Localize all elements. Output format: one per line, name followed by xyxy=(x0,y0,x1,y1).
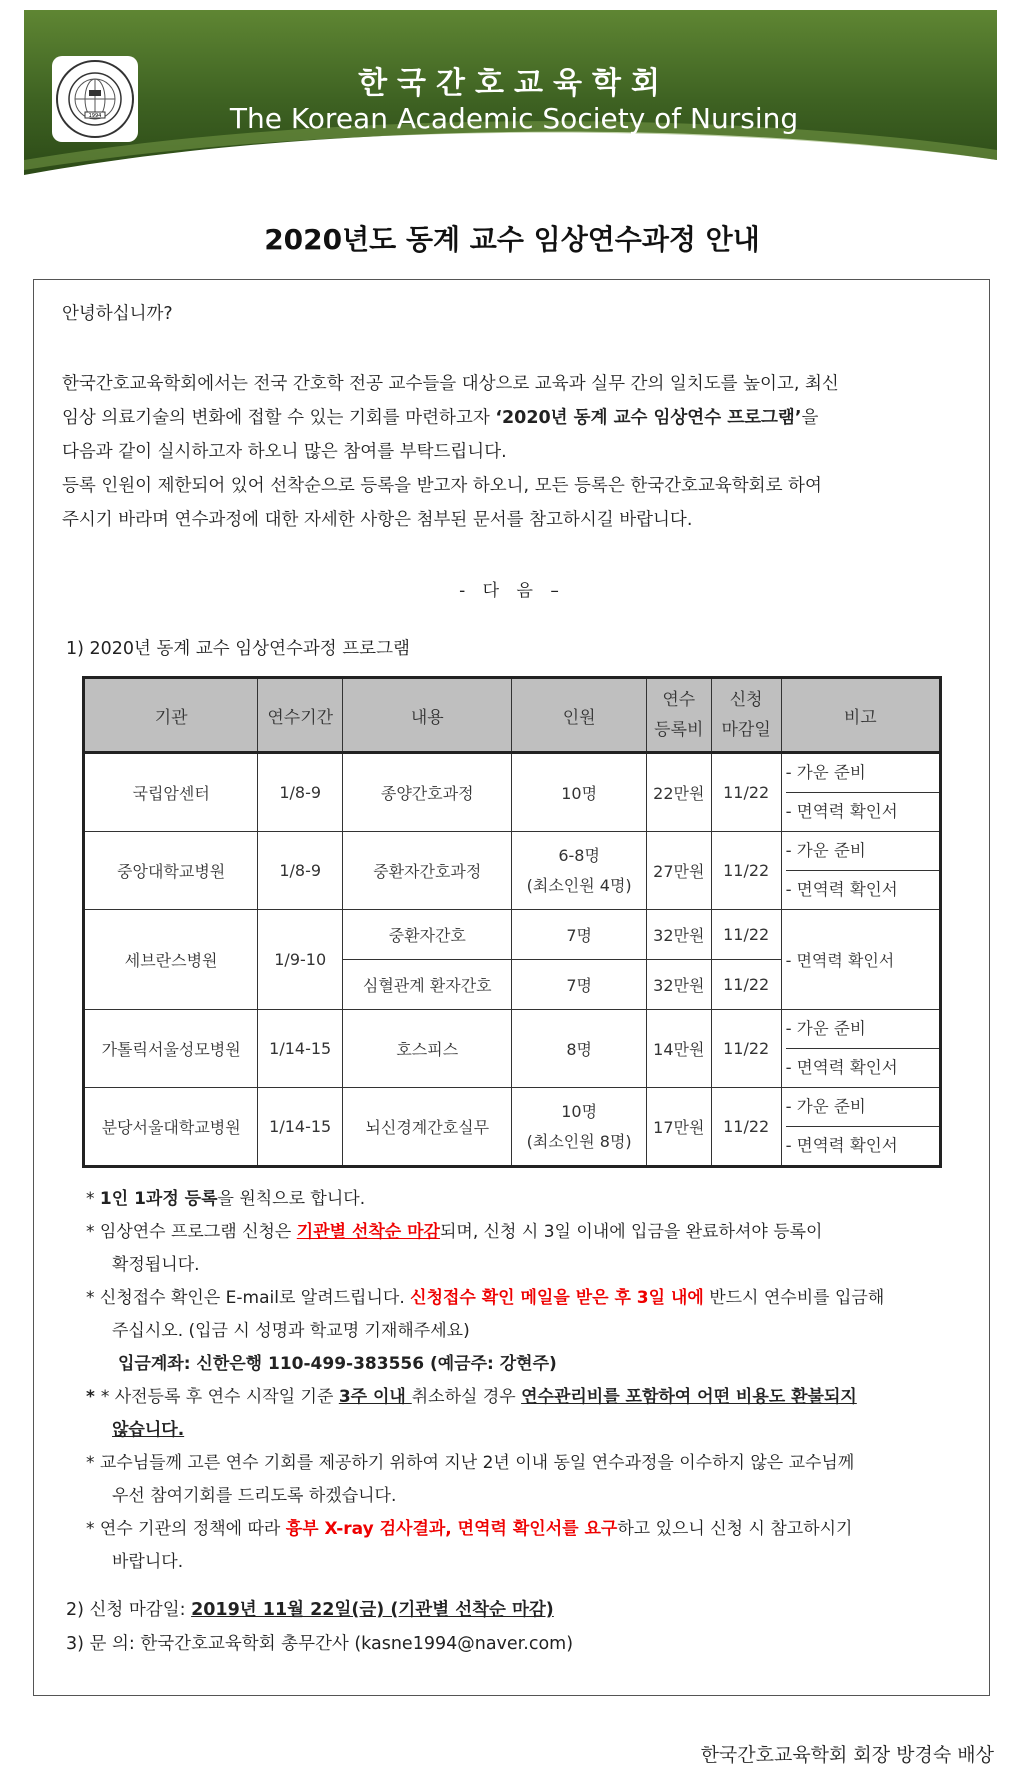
cell-fee: 22만원 xyxy=(646,753,711,832)
note-item-cont: 주십시오. (입금 시 성명과 학교명 기재해주세요) xyxy=(112,1321,470,1341)
cell-personnel: 6-8명 (최소인원 4명) xyxy=(512,832,646,910)
cell-period: 1/14-15 xyxy=(258,1010,343,1088)
cell-personnel: 7명 xyxy=(512,910,646,960)
cell-deadline: 11/22 xyxy=(711,960,781,1010)
cell-institution: 분당서울대학교병원 xyxy=(84,1088,258,1167)
section-3-contact: 3) 문 의: 한국간호교육학회 총무간사 (kasne1994@naver.com) xyxy=(66,1634,574,1654)
program-table xyxy=(82,676,942,1168)
notes-list xyxy=(86,1183,966,1579)
header-institution: 기관 xyxy=(84,678,258,753)
note-item: * 교수님들께 고른 연수 기회를 제공하기 위하여 지난 2년 이내 동일 연수과정을 이수하지 않은 교수님께 xyxy=(86,1453,855,1473)
note-item-cont: 우선 참여기회를 드리도록 하겠습니다. xyxy=(112,1486,397,1506)
cell-personnel: 10명 xyxy=(512,753,646,832)
cell-period: 1/8-9 xyxy=(258,832,343,910)
note-item-cont: 않습니다. xyxy=(112,1420,185,1440)
intro-line-5: 주시기 바라며 연수과정에 대한 자세한 사항은 첨부된 문서를 참고하시길 바랍니다. xyxy=(62,510,693,530)
cell-institution: 국립암센터 xyxy=(84,753,258,832)
cell-deadline: 11/22 xyxy=(711,1088,781,1167)
cell-note: - 가운 준비 - 면역력 확인서 xyxy=(781,1088,940,1167)
cell-fee: 27만원 xyxy=(646,832,711,910)
cell-fee: 32만원 xyxy=(646,910,711,960)
cell-content: 심혈관계 환자간호 xyxy=(343,960,512,1010)
cell-fee: 17만원 xyxy=(646,1088,711,1167)
intro-paragraph xyxy=(62,367,839,537)
section-2 xyxy=(66,1593,554,1627)
cell-deadline: 11/22 xyxy=(711,1010,781,1088)
cell-deadline: 11/22 xyxy=(711,832,781,910)
note-item: * * 사전등록 후 연수 시작일 기준 3주 이내 취소하실 경우 연수관리비를 포함하여 어떤 비용도 환불되지 xyxy=(86,1387,857,1407)
note-item-cont: 확정됩니다. xyxy=(112,1255,200,1275)
intro-line-1: 한국간호교육학회에서는 전국 간호학 전공 교수들을 대상으로 교육과 실무 간의 일치도를 높이고, 최신 xyxy=(62,374,839,394)
cell-personnel: 8명 xyxy=(512,1010,646,1088)
table-row xyxy=(84,1088,941,1167)
greeting: 안녕하십니까? xyxy=(62,304,173,324)
table-row xyxy=(84,910,941,960)
deadline-value: 2019년 11월 22일(금) (기관별 선착순 마감) xyxy=(191,1600,554,1620)
cell-period: 1/9-10 xyxy=(258,910,343,1010)
document-title: 2020년도 동계 교수 임상연수과정 안내 xyxy=(264,223,760,256)
header-personnel: 인원 xyxy=(512,678,646,753)
table-row xyxy=(84,753,941,832)
header-content: 내용 xyxy=(343,678,512,753)
deadline-label: 2) 신청 마감일: xyxy=(66,1600,192,1620)
note-item: * 1인 1과정 등록을 원칙으로 합니다. xyxy=(86,1189,366,1209)
header-banner xyxy=(24,10,997,178)
cell-deadline: 11/22 xyxy=(711,910,781,960)
cell-institution: 세브란스병원 xyxy=(84,910,258,1010)
table-row xyxy=(84,832,941,910)
org-name-english: The Korean Academic Society of Nursing Education xyxy=(229,102,799,168)
cell-period: 1/8-9 xyxy=(258,753,343,832)
cell-content: 뇌신경계간호실무 xyxy=(343,1088,512,1167)
note-item: * 연수 기관의 정책에 따라 흉부 X-ray 검사결과, 면역력 확인서를 요구하고 있으니 신청 시 참고하시기 xyxy=(86,1519,853,1539)
cell-note: - 가운 준비 - 면역력 확인서 xyxy=(781,832,940,910)
note-item-cont: 바랍니다. xyxy=(112,1552,184,1572)
intro-line-3: 다음과 같이 실시하고자 하오니 많은 참여를 부탁드립니다. xyxy=(62,442,507,462)
cell-content: 호스피스 xyxy=(343,1010,512,1088)
section-1-title: 1) 2020년 동계 교수 임상연수과정 프로그램 xyxy=(66,639,410,659)
table-header-row xyxy=(84,678,941,753)
cell-fee: 32만원 xyxy=(646,960,711,1010)
cell-content: 중환자간호과정 xyxy=(343,832,512,910)
intro-line-4: 등록 인원이 제한되어 있어 선착순으로 등록을 받고자 하오니, 모든 등록은 한국간호교육학회로 하여 xyxy=(62,476,822,496)
cell-content: 중환자간호 xyxy=(343,910,512,960)
society-logo xyxy=(52,56,138,142)
cell-institution: 중앙대학교병원 xyxy=(84,832,258,910)
cell-institution: 가톨릭서울성모병원 xyxy=(84,1010,258,1088)
separator: - 다 음 – xyxy=(459,581,565,601)
cell-fee: 14만원 xyxy=(646,1010,711,1088)
cell-note: - 가운 준비 - 면역력 확인서 xyxy=(781,1010,940,1088)
cell-deadline: 11/22 xyxy=(711,753,781,832)
org-name-korean: 한국간호교육학회 xyxy=(358,66,670,101)
header-deadline: 신청 마감일 xyxy=(711,678,781,753)
cell-personnel: 7명 xyxy=(512,960,646,1010)
header-fee: 연수 등록비 xyxy=(646,678,711,753)
cell-content: 종양간호과정 xyxy=(343,753,512,832)
header-note: 비고 xyxy=(781,678,940,753)
cell-note: - 면역력 확인서 xyxy=(781,910,940,1010)
cell-period: 1/14-15 xyxy=(258,1088,343,1167)
table-row xyxy=(84,1010,941,1088)
note-item: * 임상연수 프로그램 신청은 기관별 선착순 마감되며, 신청 시 3일 이내에 입금을 완료하셔야 등록이 xyxy=(86,1222,823,1242)
intro-line-2: 임상 의료기술의 변화에 접할 수 있는 기회를 마련하고자 ‘2020년 동계 교수 임상연수 프로그램’을 xyxy=(62,408,819,428)
bank-account: 입금계좌: 신한은행 110-499-383556 (예금주: 강현주) xyxy=(118,1354,557,1374)
note-item: * 신청접수 확인은 E-mail로 알려드립니다. 신청접수 확인 메일을 받은 후 3일 내에 반드시 연수비를 입금해 xyxy=(86,1288,885,1308)
cell-personnel: 10명 (최소인원 8명) xyxy=(512,1088,646,1167)
header-period: 연수기간 xyxy=(258,678,343,753)
signature: 한국간호교육학회 회장 방경숙 배상 xyxy=(700,1744,994,1766)
cell-note: - 가운 준비 - 면역력 확인서 xyxy=(781,753,940,832)
svg-text:1994: 1994 xyxy=(88,113,102,119)
